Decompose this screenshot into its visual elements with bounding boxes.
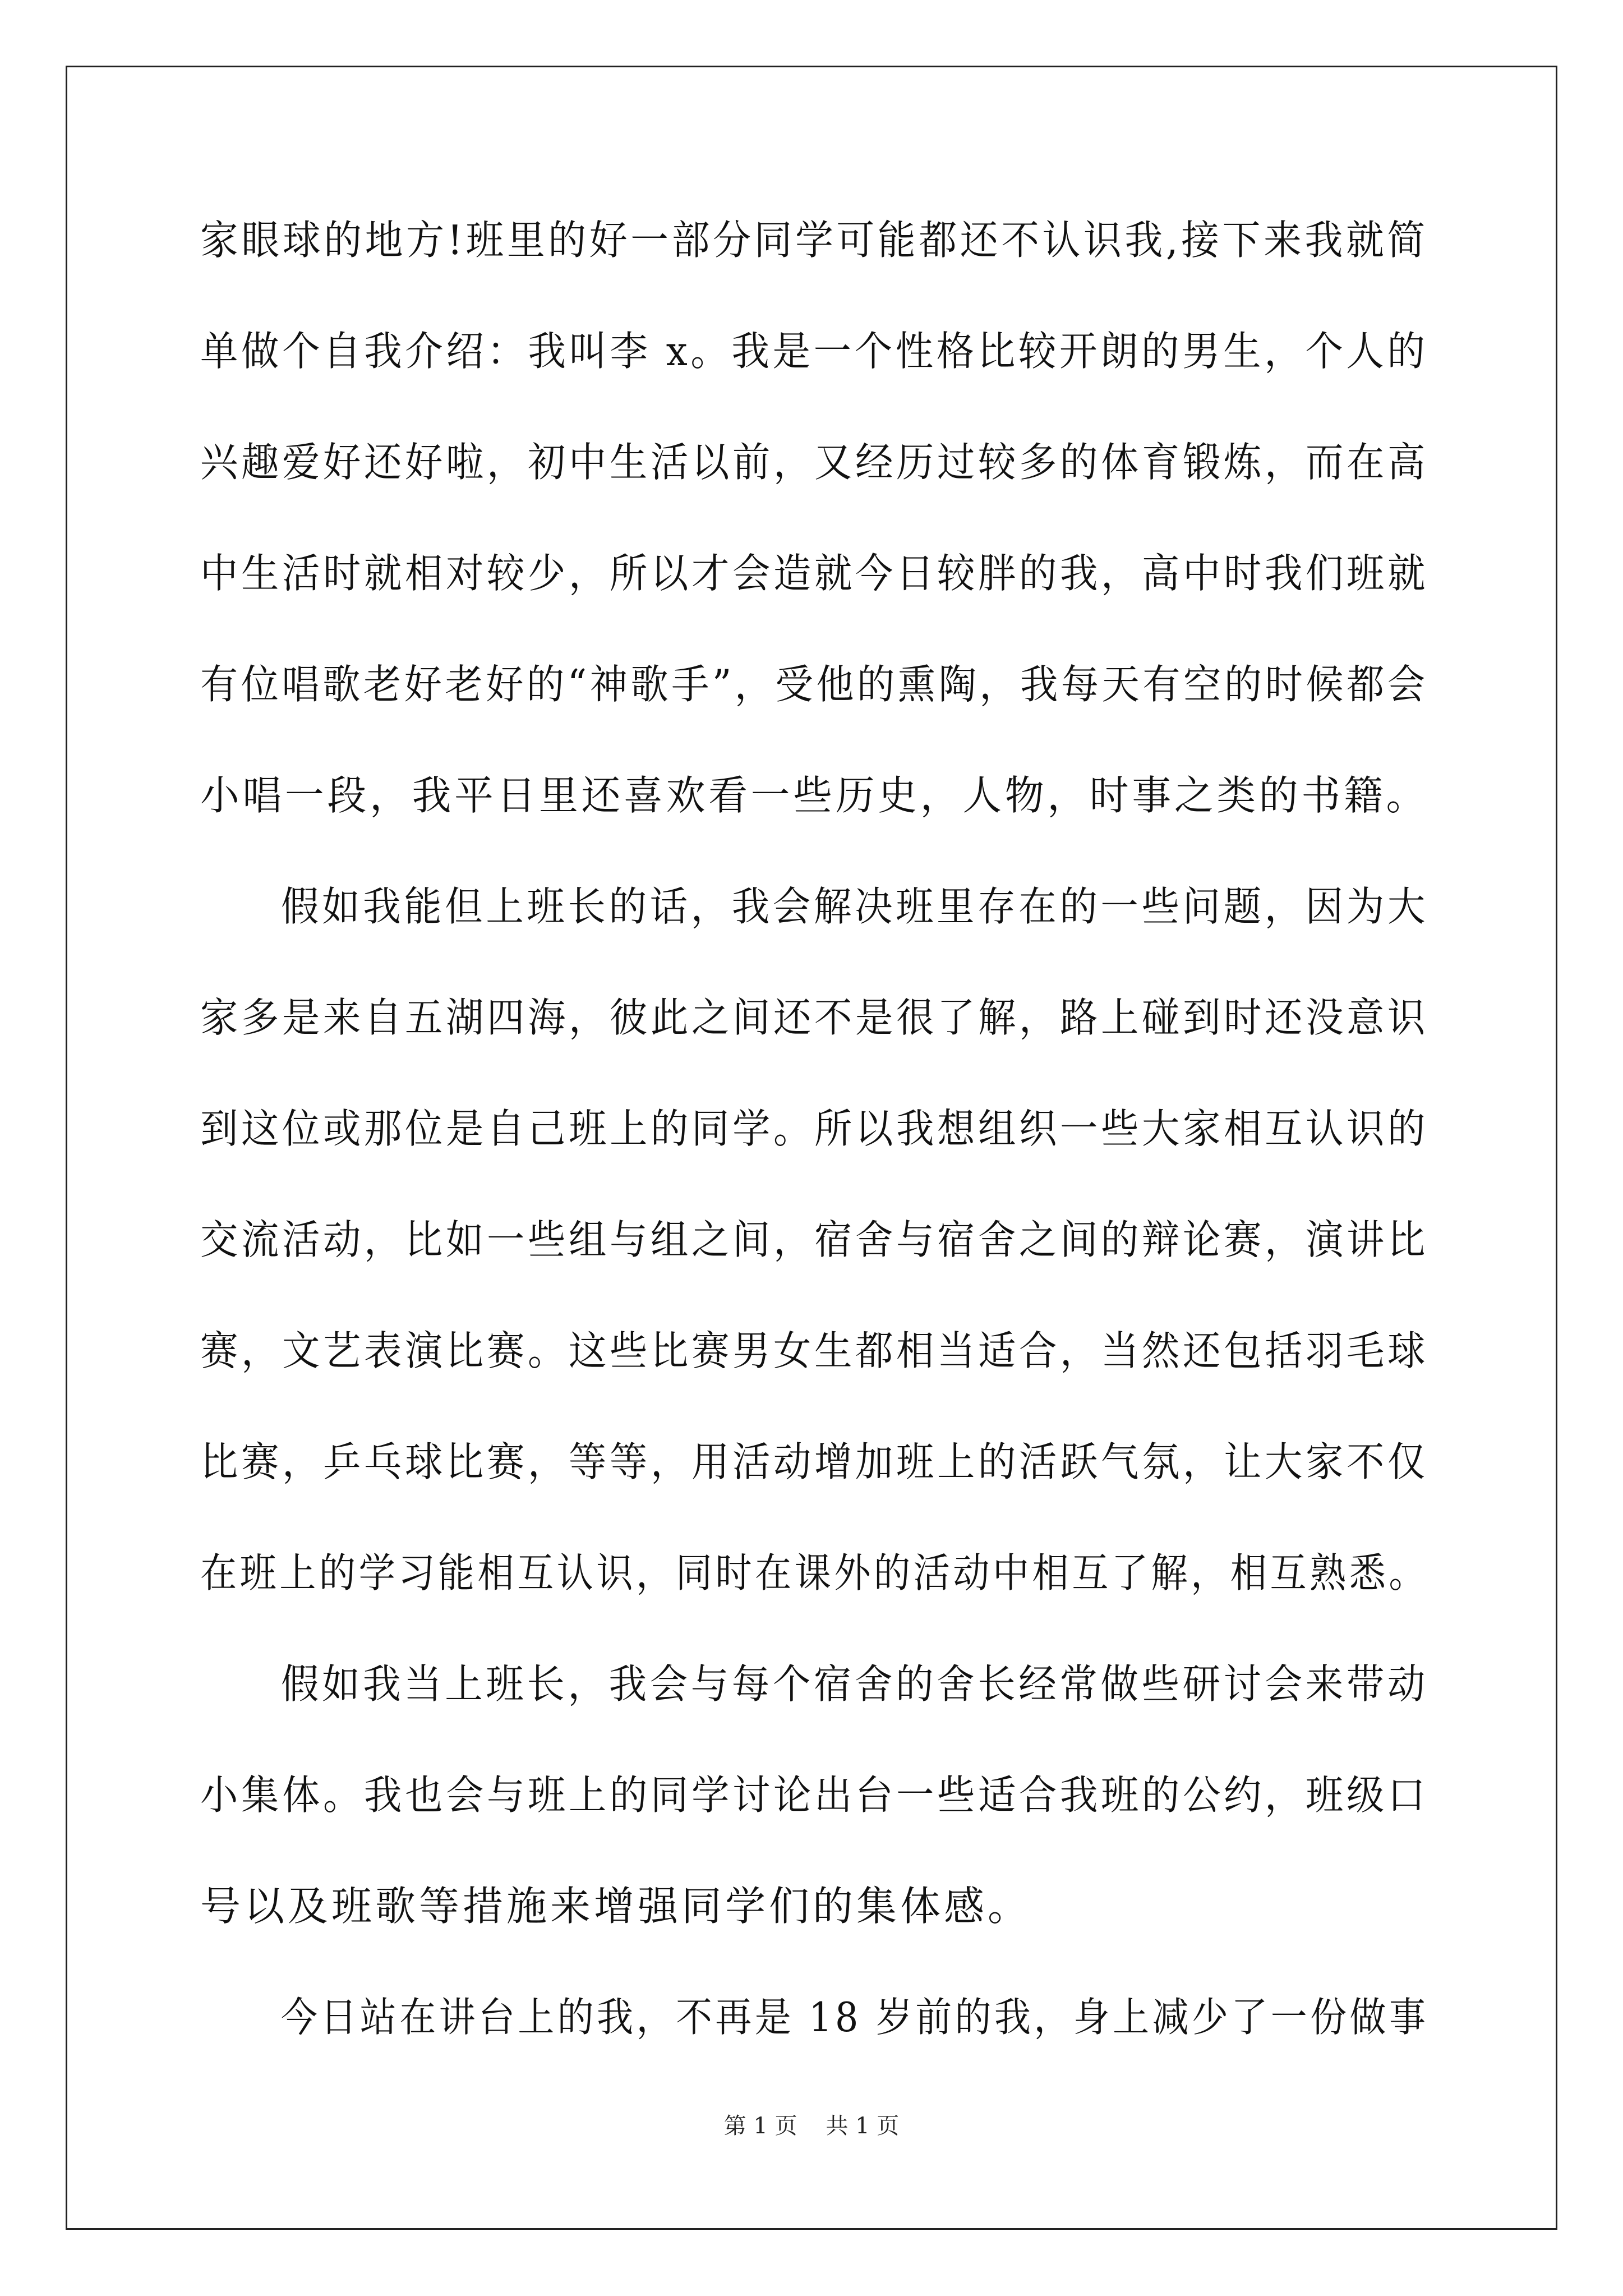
- paragraph-start-line: 今日站在讲台上的我，不再是 18 岁前的我，身上减少了一份做事: [281, 1994, 1429, 2041]
- text-line: 在班上的学习能相互认识，同时在课外的活动中相互了解，相互熟悉。: [200, 1549, 1429, 1596]
- paragraph-start-line: 假如我当上班长，我会与每个宿舍的舍长经常做些研讨会来带动: [281, 1660, 1429, 1708]
- text-line: 家多是来自五湖四海，彼此之间还不是很了解，路上碰到时还没意识: [200, 994, 1429, 1041]
- text-line: 有位唱歌老好老好的“神歌手”，受他的熏陶，我每天有空的时候都会: [200, 661, 1428, 708]
- text-line: 交流活动，比如一些组与组之间，宿舍与宿舍之间的辩论赛，演讲比: [200, 1216, 1429, 1263]
- text-line: 中生活时就相对较少，所以才会造就今日较胖的我，高中时我们班就: [200, 550, 1429, 597]
- text-line: 小唱一段，我平日里还喜欢看一些历史，人物，时事之类的书籍。: [200, 772, 1429, 819]
- text-line: 赛，文艺表演比赛。这些比赛男女生都相当适合，当然还包括羽毛球: [200, 1327, 1429, 1374]
- text-line: 小集体。我也会与班上的同学讨论出台一些适合我班的公约，班级口: [200, 1772, 1429, 1819]
- text-line: 家眼球的地方!班里的好一部分同学可能都还不认识我,接下来我就简: [200, 217, 1428, 264]
- text-line: 单做个自我介绍：我叫李 x。我是一个性格比较开朗的男生，个人的: [200, 328, 1428, 375]
- text-line: 号以及班歌等措施来增强同学们的集体感。: [200, 1883, 1032, 1930]
- paragraph-start-line: 假如我能但上班长的话，我会解决班里存在的一些问题，因为大: [281, 883, 1429, 930]
- text-line: 兴趣爱好还好啦，初中生活以前，又经历过较多的体育锻炼，而在高: [200, 439, 1429, 486]
- text-line: 到这位或那位是自己班上的同学。所以我想组织一些大家相互认识的: [200, 1105, 1429, 1152]
- text-line: 比赛，乒乓球比赛，等等，用活动增加班上的活跃气氛，让大家不仅: [200, 1438, 1429, 1485]
- page-footer: 第 1 页 共 1 页: [723, 2113, 900, 2139]
